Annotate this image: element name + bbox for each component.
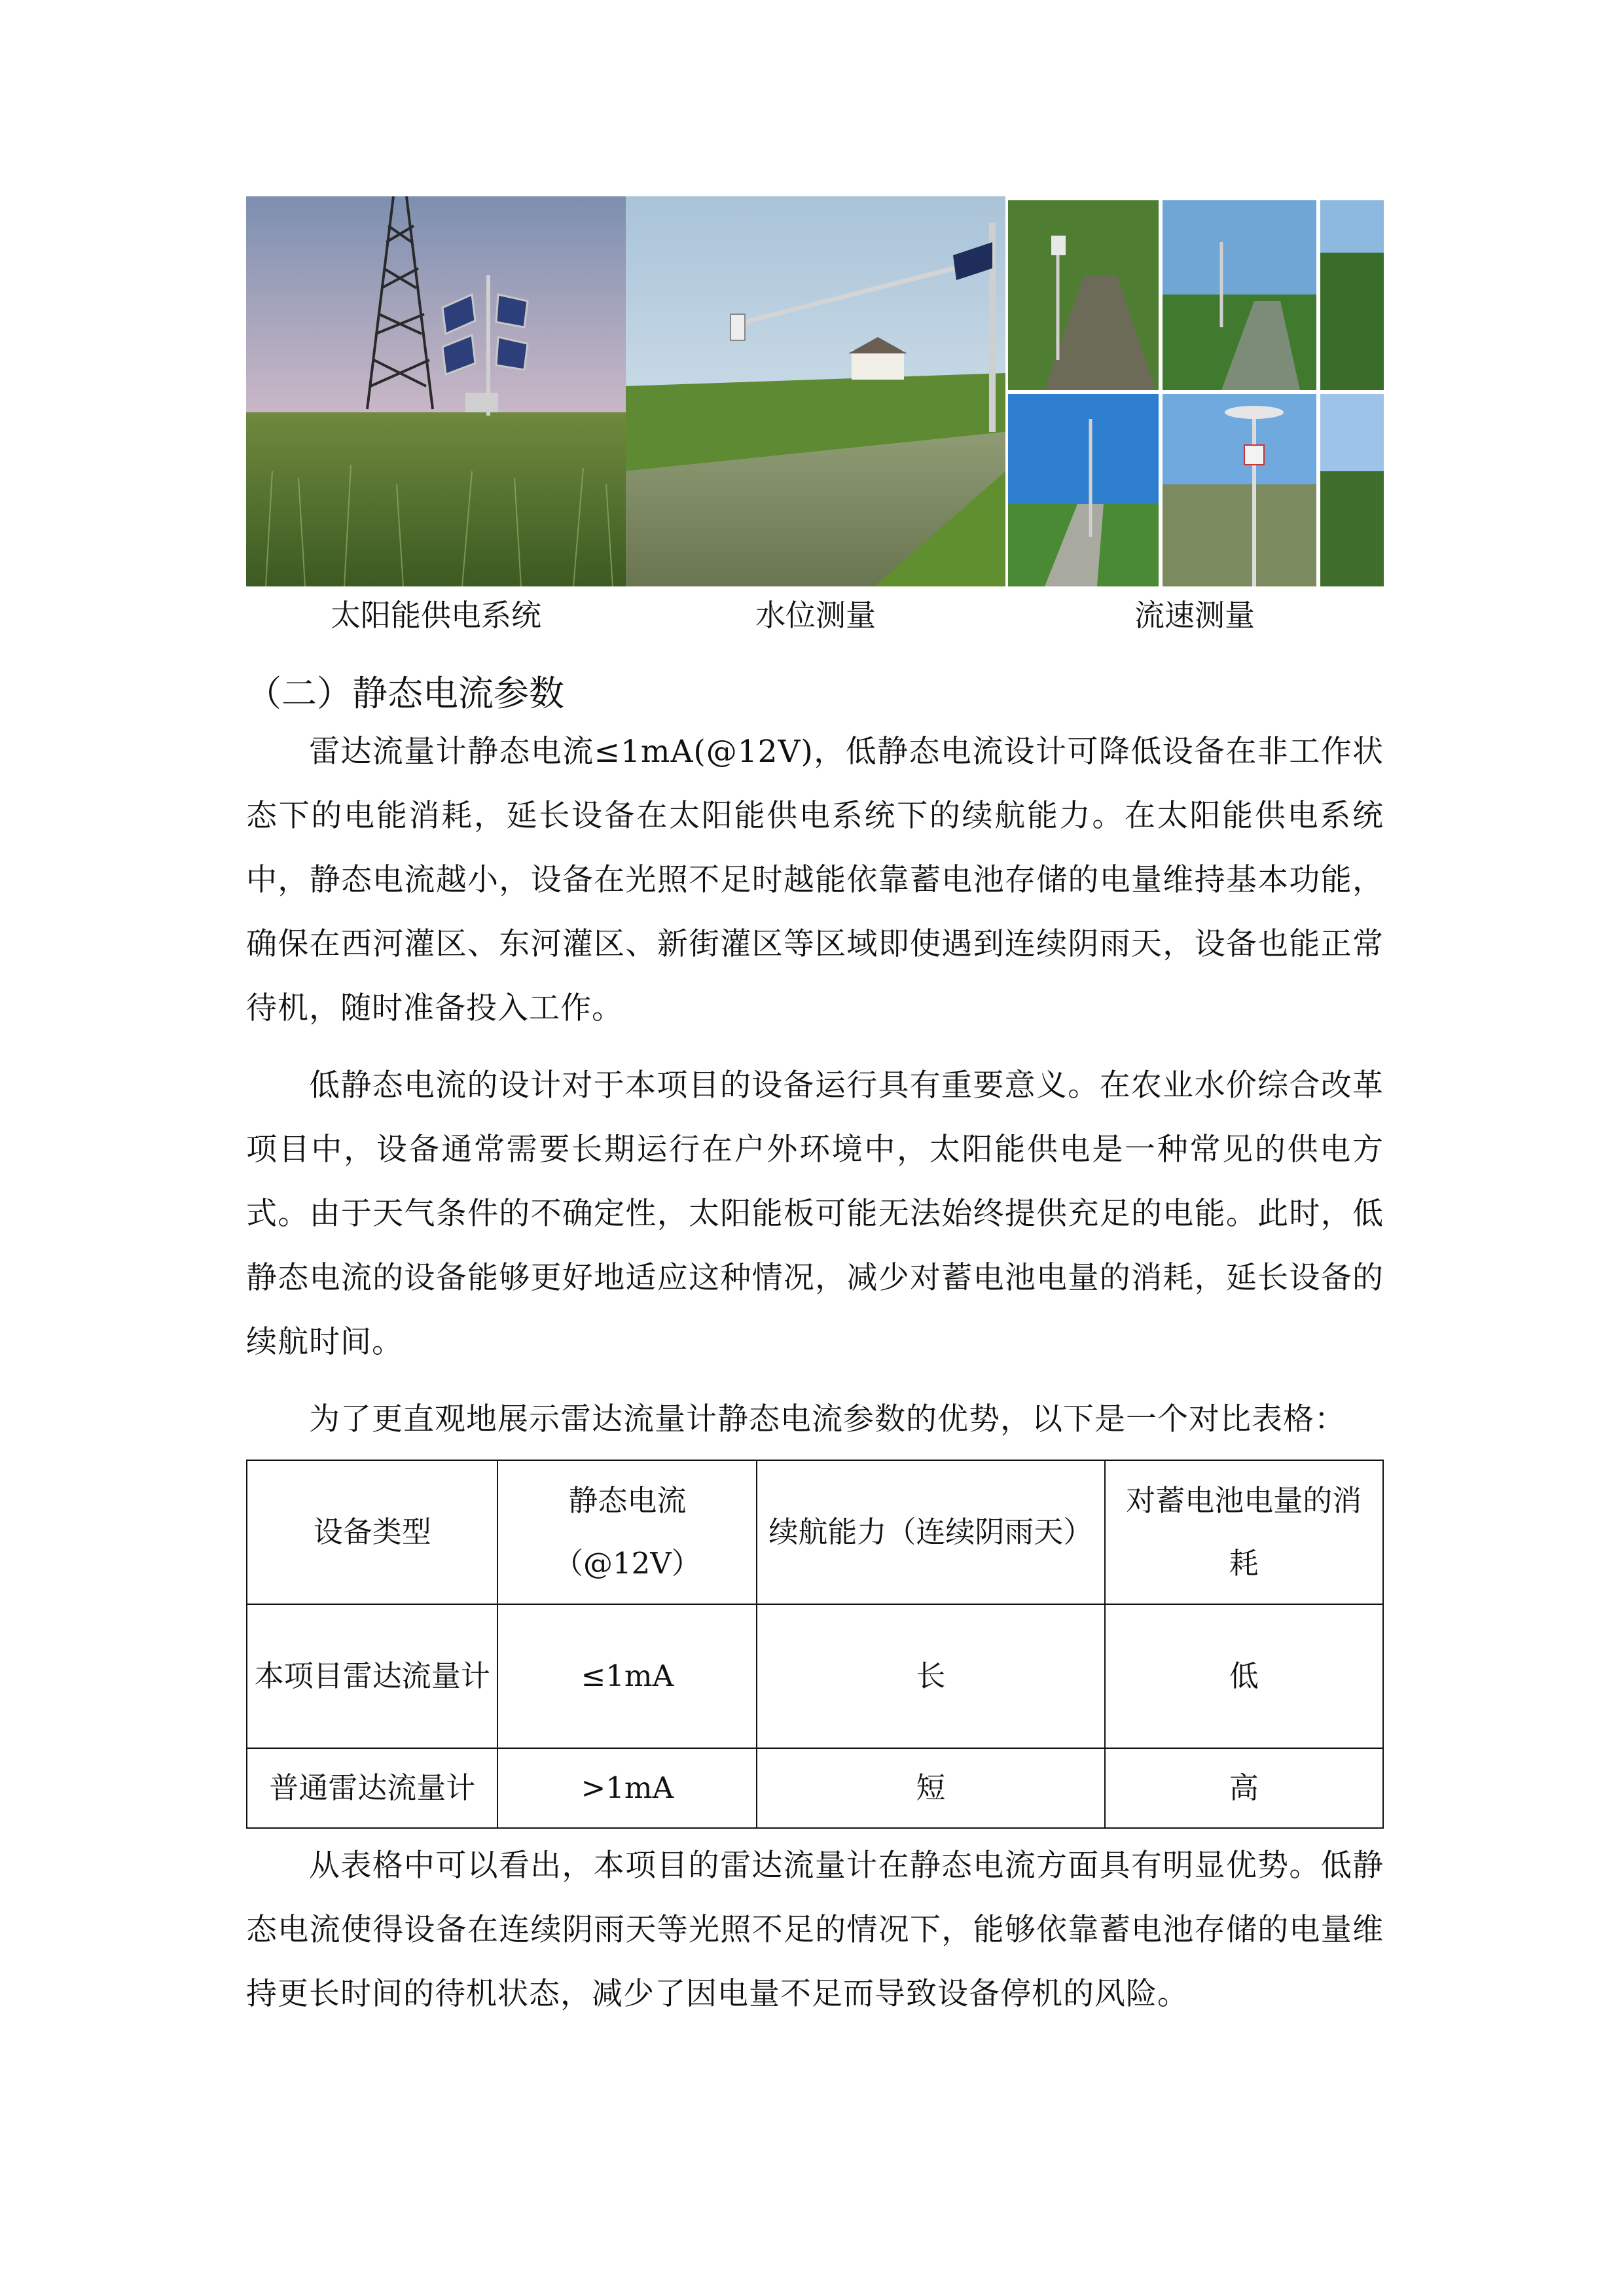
flow-velocity-measurement-photo bbox=[1005, 196, 1384, 586]
table-header-row bbox=[247, 1460, 1383, 1604]
comparison-table bbox=[246, 1460, 1384, 1829]
table-row bbox=[247, 1748, 1383, 1828]
photo-caption: 太阳能供电系统 bbox=[331, 598, 541, 633]
paragraph: 低静态电流的设计对于本项目的设备运行具有重要意义。在农业水价综合改革项目中，设备通常需要长期运行在户外环境中，太阳能供电是一种常见的供电方式。由于天气条件的不确定性，太阳能板可能无法始终提供充足的电能。此时，低静态电流的设备能够更好地适应这种情况，减少对蓄电池电量的消耗，延长设备的续航时间。 bbox=[246, 1067, 1384, 1360]
paragraph: 为了更直观地展示雷达流量计静态电流参数的优势，以下是一个对比表格： bbox=[309, 1401, 1346, 1437]
table-header-cell: 设备类型 bbox=[247, 1460, 497, 1604]
photo-caption: 流速测量 bbox=[1134, 598, 1255, 633]
table-header-cell: 续航能力（连续阴雨天） bbox=[757, 1460, 1104, 1604]
photo-strip bbox=[246, 196, 1384, 586]
table-cell: >1mA bbox=[497, 1748, 757, 1828]
photo-caption: 水位测量 bbox=[755, 598, 876, 633]
conclusion-paragraph: 从表格中可以看出，本项目的雷达流量计在静态电流方面具有明显优势。低静态电流使得设备在连续阴雨天等光照不足的情况下，能够依靠蓄电池存储的电量维持更长时间的待机状态，减少了因电量不足而导致设备停机的风险。 bbox=[246, 1848, 1384, 2012]
photo-captions bbox=[246, 586, 1384, 652]
table-header-cell: 对蓄电池电量的消耗 bbox=[1105, 1460, 1383, 1604]
table-cell: 长 bbox=[757, 1604, 1104, 1748]
document-page bbox=[246, 196, 1384, 2026]
table-cell: 本项目雷达流量计 bbox=[247, 1604, 497, 1748]
table-header-cell: 静态电流（@12V） bbox=[497, 1460, 757, 1604]
table-cell: 普通雷达流量计 bbox=[247, 1748, 497, 1828]
table-cell: ≤1mA bbox=[497, 1604, 757, 1748]
paragraph: 雷达流量计静态电流≤1mA(@12V)，低静态电流设计可降低设备在非工作状态下的电能消耗，延长设备在太阳能供电系统下的续航能力。在太阳能供电系统中，静态电流越小，设备在光照不足时越能依靠蓄电池存储的电量维持基本功能，确保在西河灌区、东河灌区、新街灌区等区域即使遇到连续阴雨天，设备也能正常待机，随时准备投入工作。 bbox=[246, 734, 1384, 1026]
water-level-measurement-photo bbox=[626, 196, 1005, 586]
solar-power-tower-photo bbox=[246, 196, 626, 586]
table-cell: 短 bbox=[757, 1748, 1104, 1828]
table-row bbox=[247, 1604, 1383, 1748]
table-cell: 高 bbox=[1105, 1748, 1383, 1828]
section-heading: （二）静态电流参数 bbox=[246, 673, 564, 714]
table-cell: 低 bbox=[1105, 1604, 1383, 1748]
